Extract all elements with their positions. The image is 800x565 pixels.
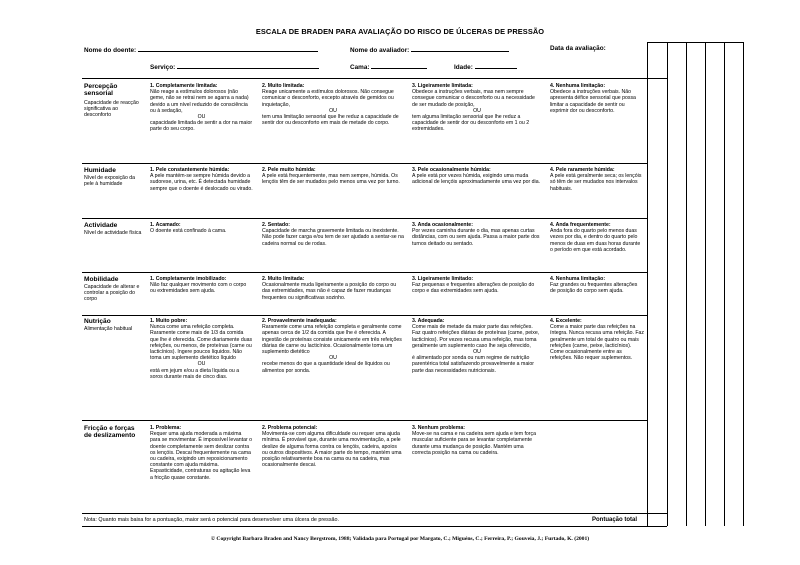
level-title: 4. Nenhuma limitação: — [550, 276, 606, 282]
score-column-top — [647, 42, 743, 43]
level-title: 1. Muito pobre: — [150, 318, 188, 324]
score-column-line — [743, 42, 744, 526]
patient-name-field[interactable] — [84, 45, 318, 54]
subscale-name: Percepção sensorial — [84, 83, 118, 98]
level-text-2: está em jejum e/ou a dieta líquida ou a soros durante mais de cinco dias. — [150, 367, 240, 380]
subscale-description: Capacidade de alterar e controlar a posição do corpo — [84, 284, 140, 303]
level-title: 3. Nenhum problema: — [412, 425, 466, 431]
level-1-cell[interactable] — [150, 425, 253, 481]
level-4-cell[interactable] — [550, 222, 644, 253]
level-text-2: é alimentado por sonda ou num regime de nutrição parentérica total satisfazendo provavelmente a maior parte das necessidades nutricionais. — [412, 355, 534, 374]
level-text-2: tem uma limitação sensorial que lhe reduz a capacidade de sentir dor ou desconforto em mais de metade do corpo. — [262, 114, 399, 127]
score-column-line — [724, 42, 725, 526]
level-or: OU — [329, 107, 337, 114]
level-4-cell[interactable] — [550, 318, 644, 361]
row-separator — [82, 163, 647, 164]
subscale-name: Humidade — [84, 167, 116, 174]
level-text: Nunca come uma refeição completa. Raramente come mais de 1/3 da comida que lhe é oferecida. Come diariamente duas refeições, ou menos, de proteínas (carne ou lacticínios). Ingere poucos líquidos. Não toma um suplemento dietético líquido — [150, 324, 253, 362]
level-text: Obedece a instruções verbais, mas nem sempre consegue comunicar o desconforto ou a necessidade de ser mudado de posição, — [412, 89, 535, 108]
subscale-name: Nutrição — [84, 318, 111, 325]
row-separator — [82, 218, 647, 219]
level-text: Reage unicamente a estímulos dolorosos. Não consegue comunicar o desconforto, excepto através de gemidos ou inquietação, — [262, 89, 394, 108]
subscale-description: Alimentação habitual — [84, 326, 133, 332]
level-3-cell[interactable] — [412, 318, 542, 374]
subscale-name: Mobilidade — [84, 276, 119, 283]
copyright-notice: © Copyright Barbara Braden and Nancy Bergstrom, 1988; Validada para Portugal por Margato, C.; Miguéns, C.; Ferreira, P.; Gouveia, J.; Furtado, K. (2001) — [210, 536, 590, 542]
level-2-cell[interactable] — [262, 276, 404, 301]
level-text: Move-se na cama e na cadeira sem ajuda e tem força muscular suficiente para se levantar completamente durante uma mudança de posição. Mantém uma correcta posição na cama ou cadeira. — [412, 431, 536, 456]
evaluator-name-field[interactable] — [350, 45, 509, 54]
level-text-2: capacidade limitada de sentir a dor na maior parte do seu corpo. — [150, 120, 253, 133]
row-separator — [82, 420, 647, 421]
row-separator — [82, 315, 647, 316]
service-line[interactable] — [177, 62, 319, 69]
subscale-description: Nível de exposição da pele à humidade — [84, 175, 136, 188]
level-2-cell[interactable] — [262, 167, 404, 186]
level-or: OU — [329, 355, 337, 362]
level-title: 3. Adequada: — [412, 318, 445, 324]
age-label: Idade: — [454, 64, 473, 71]
level-text: Requer uma ajuda moderada a máxima para se movimentar. É impossível levantar o doente completamente sem deslizar contra os lençóis. Descai frequentemente na cama ou cadeira, exigindo um reposicionamento constante com ajuda máxima. Espasticidade, contraturas ou agitação leva a fricção quase constante. — [150, 431, 253, 481]
level-text: Faz pequenas e frequentes alterações de posição do corpo e das extremidades sem ajuda. — [412, 282, 535, 295]
evaluator-name-label: Nome do avaliador: — [350, 47, 410, 54]
level-1-cell[interactable] — [150, 318, 253, 380]
score-column-line — [686, 42, 687, 526]
score-column-line — [705, 42, 706, 526]
level-or: OU — [197, 361, 206, 368]
level-or: OU — [197, 114, 206, 121]
level-text: Come a maior parte das refeições na íntegra. Nunca recusa uma refeição. Faz geralmente um total de quatro ou mais refeições (carne, peixe, lacticínios). Come ocasionalmente entre as refeições. Não requer suplementos. — [550, 324, 644, 362]
level-text: Faz grandes ou frequentes alterações de posição do corpo sem ajuda. — [550, 282, 638, 295]
level-title: 4. Anda frequentemente: — [550, 222, 611, 228]
patient-name-line[interactable] — [138, 45, 318, 52]
level-4-cell[interactable] — [550, 167, 644, 192]
level-title: 1. Completamente limitada: — [150, 83, 218, 89]
level-title: 4. Nenhuma limitação: — [550, 83, 606, 89]
level-title: 2. Muito limitada: — [262, 83, 305, 89]
level-text-2: recebe menos do que a quantidade ideal de líquidos ou alimentos por sonda. — [262, 361, 390, 374]
level-text: Capacidade de marcha gravemente limitada ou inexistente. Não pode fazer carga e/ou tem de ser ajudado a sentar-se na cadeira normal ou de rodas. — [262, 228, 404, 247]
level-title: 2. Sentado: — [262, 222, 290, 228]
level-3-cell[interactable] — [412, 167, 542, 186]
level-1-cell[interactable] — [150, 276, 253, 295]
level-text: Obedece a instruções verbais. Não apresenta défice sensorial que possa limitar a capacidade de sentir ou exprimir dor ou desconforto. — [550, 89, 636, 114]
level-text: Ocasionalmente muda ligeiramente a posição do corpo ou das extremidades, mas não é capaz de fazer mudanças frequentes ou significativas sozinho. — [262, 282, 397, 301]
service-field[interactable] — [150, 62, 319, 71]
level-title: 3. Anda ocasionalmente: — [412, 222, 473, 228]
evaluation-date-label: Data da avaliação: — [550, 45, 606, 52]
total-score-label: Pontuação total — [592, 517, 638, 523]
level-title: 2. Problema potencial: — [262, 425, 318, 431]
level-title: 1. Completamente imobilizado: — [150, 276, 227, 282]
level-1-cell[interactable] — [150, 167, 253, 192]
level-text: Não reage a estímulos dolorosos (não geme, não se retrai nem se agarra a nada) devido a um nível reduzido de consciência ou à sedação, — [150, 89, 249, 114]
level-or: OU — [473, 107, 481, 114]
level-text: Não faz qualquer movimento com o corpo ou extremidades sem ajuda. — [150, 282, 247, 295]
level-3-cell[interactable] — [412, 276, 542, 295]
level-title: 1. Problema: — [150, 425, 182, 431]
subscale-description: Nível de actividade física — [84, 230, 142, 236]
level-text: Por vezes caminha durante o dia, mas apenas curtas distâncias, com ou sem ajuda. Passa a maior parte dos turnos deitado ou sentado. — [412, 228, 540, 247]
level-2-cell[interactable] — [262, 318, 404, 374]
level-title: 2. Muito limitada: — [262, 276, 305, 282]
level-2-cell[interactable] — [262, 425, 404, 468]
level-text: A pele está frequentemente, mas nem sempre, húmida. Os lençóis têm de ser mudados pelo menos uma vez por turno. — [262, 173, 400, 186]
age-line[interactable] — [475, 62, 517, 69]
score-column-line — [647, 42, 648, 526]
subscale-description: Capacidade de reacção significativa ao desconforto — [84, 100, 139, 119]
level-1-cell[interactable] — [150, 222, 253, 234]
level-3-cell[interactable] — [412, 222, 542, 247]
level-4-cell[interactable] — [550, 83, 644, 114]
subscale-name: Fricção e forças de deslizamento — [84, 425, 136, 440]
level-title: 1. Pele constantemente húmida: — [150, 167, 230, 173]
level-text: Anda fora do quarto pelo menos duas vezes por dia, e dentro do quarto pelo menos de duas em duas horas durante o período em que está acordado. — [550, 228, 641, 253]
level-text: O doente está confinado à cama. — [150, 228, 227, 235]
level-2-cell[interactable] — [262, 222, 404, 247]
level-text-2: tem alguma limitação sensorial que lhe reduz a capacidade de sentir dor ou desconforto em 1 ou 2 extremidades. — [412, 114, 530, 133]
level-text: A pele está geralmente seca; os lençóis só têm de ser mudados nos intervalos habituais. — [550, 173, 642, 192]
page-title: ESCALA DE BRADEN PARA AVALIAÇÃO DO RISCO DE ÚLCERAS DE PRESSÃO — [255, 27, 545, 36]
age-field[interactable] — [454, 62, 517, 71]
level-3-cell[interactable] — [412, 425, 542, 456]
row-separator — [82, 513, 667, 514]
level-title: 2. Provavelmente inadequada: — [262, 318, 337, 324]
level-title: 3. Ligeiramente limitada: — [412, 83, 473, 89]
level-title: 4. Pele raramente húmida: — [550, 167, 615, 173]
level-text: A pele mantém-se sempre húmida devido a sudorese, urina, etc. É detectada humidade sempre que o doente é deslocado ou virado. — [150, 173, 253, 192]
level-text: Raramente come uma refeição completa e geralmente come apenas cerca de 1/2 da comida que lhe é oferecida. A ingestão de proteínas consiste unicamente em três refeições diárias de carne ou lacticínios. Ocasionalmente toma um suplemento dietético — [262, 324, 402, 356]
score-column-line — [667, 42, 668, 526]
level-title: 3. Ligeiramente limitado: — [412, 276, 474, 282]
level-text: Movimenta-se com alguma dificuldade ou requer uma ajuda mínima. É provável que, durante uma movimentação, a pele deslize de alguma forma contra os lençóis, cadeira, apoios ou outros dispositivos. A maior parte do tempo, mantém uma posição relativamente boa na cama ou na cadeira, mas ocasionalmente descai. — [262, 431, 402, 469]
scoring-note: Nota: Quanto mais baixa for a pontuação, maior será o potencial para desenvolver uma úlcera de pressão. — [84, 517, 340, 523]
level-text: Come mais de metade da maior parte das refeições. Faz quatro refeições diárias de proteínas (carne, peixe, lacticínios). Por vezes recusa uma refeição, mas toma geralmente um suplemento caso lhe seja oferecido, — [412, 324, 540, 349]
level-4-cell[interactable] — [550, 276, 644, 295]
bed-field[interactable] — [350, 62, 427, 71]
level-3-cell[interactable] — [412, 83, 542, 133]
evaluator-name-line[interactable] — [411, 45, 509, 52]
level-title: 2. Pele muito húmida: — [262, 167, 316, 173]
subscale-name: Actividade — [84, 222, 118, 229]
patient-name-label: Nome do doente: — [84, 47, 137, 54]
level-title: 4. Excelente: — [550, 318, 582, 324]
bed-line[interactable] — [371, 62, 427, 69]
level-title: 1. Acamado: — [150, 222, 181, 228]
service-label: Serviço: — [150, 64, 176, 71]
level-1-cell[interactable] — [150, 83, 253, 133]
level-2-cell[interactable] — [262, 83, 404, 126]
level-title: 3. Pele ocasionalmente húmida: — [412, 167, 491, 173]
row-separator — [82, 272, 647, 273]
level-text: A pele está por vezes húmida, exigindo uma muda adicional de lençóis aproximadamente uma vez por dia. — [412, 173, 541, 186]
bed-label: Cama: — [350, 64, 370, 71]
level-or: OU — [473, 349, 481, 356]
